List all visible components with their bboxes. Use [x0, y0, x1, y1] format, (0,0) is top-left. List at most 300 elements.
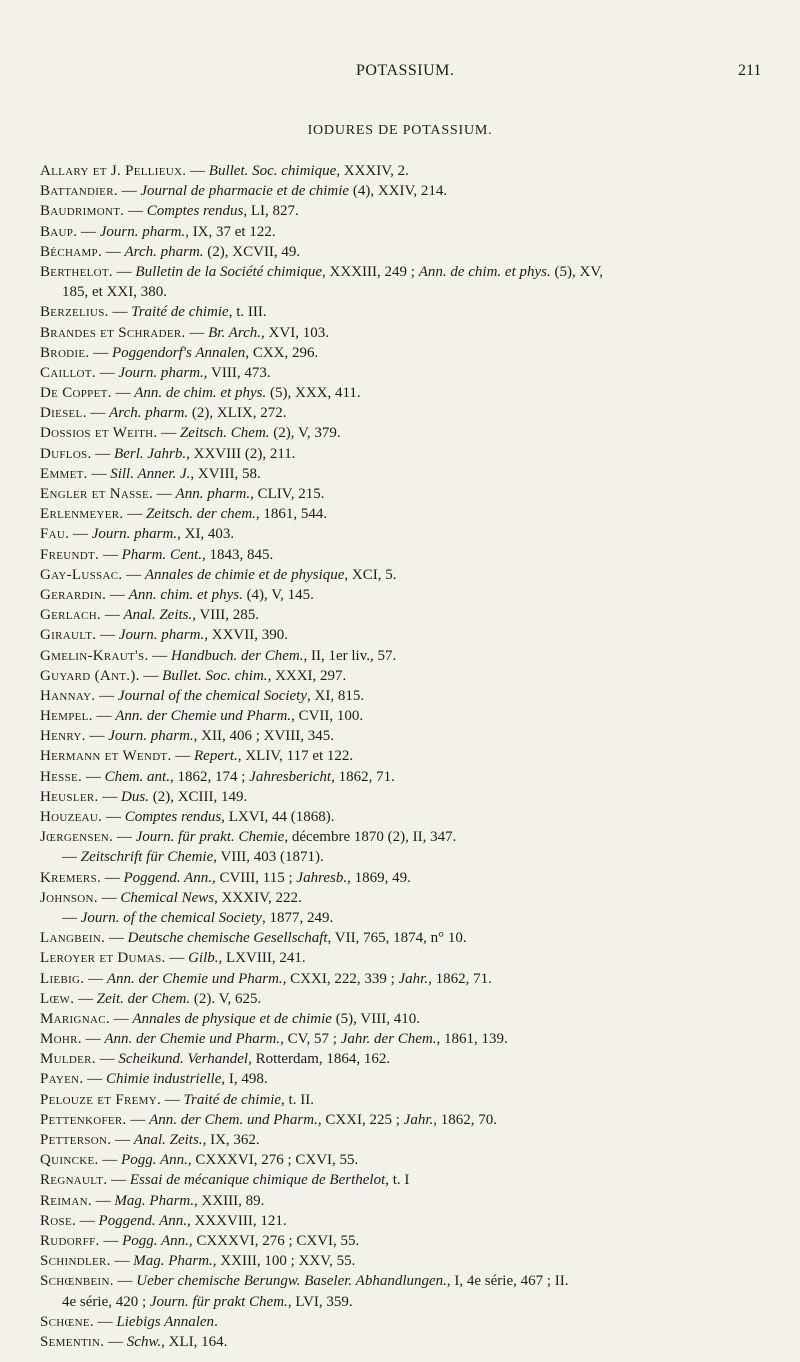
reference-line	[40, 627, 288, 643]
reference-details: , IX, 37 et 122.	[185, 223, 276, 240]
reference-separator: —	[139, 667, 163, 684]
reference-details: (2), XLIX, 272.	[188, 405, 287, 422]
page-number: 211	[738, 62, 762, 79]
reference-line	[40, 748, 353, 764]
reference-details: , CXXI, 222, 339 ;	[282, 970, 399, 987]
reference-details: (5), VIII, 410.	[331, 1010, 420, 1027]
reference-author: Jœrgensen.	[40, 829, 114, 846]
reference-separator: —	[126, 1111, 150, 1128]
reference-entry	[40, 1110, 785, 1130]
reference-author: Mulder.	[40, 1051, 96, 1068]
reference-details: (4), XXIV, 214.	[349, 183, 448, 200]
reference-details-secondary: , 1861, 139.	[436, 1031, 508, 1048]
reference-details: , XII, 406 ; XVIII, 345.	[193, 728, 335, 745]
reference-author: Hesse.	[40, 768, 83, 785]
reference-details: , 1877, 249.	[261, 909, 334, 926]
reference-title: Ann. de chim. et phys.	[134, 385, 267, 402]
reference-details: , I, 498.	[221, 1071, 268, 1088]
reference-separator: —	[111, 385, 135, 402]
reference-title: Mag. Pharm.	[133, 1253, 213, 1270]
reference-separator: —	[89, 344, 112, 361]
reference-entry	[40, 726, 785, 746]
reference-details: , CXX, 296.	[245, 344, 319, 361]
reference-entry	[40, 423, 785, 443]
reference-details: , XI, 815.	[307, 687, 365, 704]
reference-title: Zeit. der Chem.	[96, 990, 191, 1007]
reference-separator: —	[112, 263, 136, 280]
reference-title: Handbuch. der Chem.	[171, 647, 304, 664]
reference-line	[40, 930, 467, 946]
reference-author: Hempel.	[40, 708, 93, 725]
reference-details: (2), XCIII, 149.	[148, 788, 248, 805]
reference-details: , VII, 765, 1874, n° 10.	[327, 930, 467, 947]
reference-details: , CXXXVI, 276 ; CXVI, 55.	[187, 1152, 359, 1169]
reference-author: Marignac.	[40, 1010, 110, 1027]
reference-separator: —	[96, 627, 119, 644]
reference-title-secondary: Jahr. der Chem.	[340, 1031, 437, 1048]
reference-entry	[40, 464, 785, 484]
reference-author: Langbein.	[40, 930, 106, 947]
reference-title: Pharm. Cent.	[121, 546, 203, 563]
reference-entry	[40, 989, 785, 1009]
reference-details: , LXVIII, 241.	[218, 950, 306, 967]
reference-title: Poggend. Ann.	[123, 869, 212, 886]
reference-line	[40, 1031, 508, 1047]
reference-title: Ann. der Chemie und Pharm.	[106, 970, 283, 987]
reference-entry	[40, 1231, 785, 1251]
reference-author: Caillot.	[40, 364, 96, 381]
reference-title: Sill. Anner. J.	[110, 465, 191, 482]
reference-title: Essai de mécanique chimique de Berthelot	[129, 1172, 386, 1189]
reference-details: , t. II.	[281, 1091, 314, 1108]
reference-separator: —	[99, 546, 122, 563]
reference-line	[40, 1011, 420, 1027]
reference-details-secondary: , 1862, 71.	[428, 970, 492, 987]
reference-title: Journ. pharm.	[118, 627, 205, 644]
reference-title: Berl. Jahrb.	[114, 445, 187, 462]
reference-entry	[40, 1251, 785, 1271]
reference-author: Schindler.	[40, 1253, 111, 1270]
reference-separator: —	[97, 889, 121, 906]
reference-author: Freundt.	[40, 546, 100, 563]
reference-details: , XXVIII (2), 211.	[186, 445, 296, 462]
reference-separator: —	[107, 1172, 130, 1189]
reference-details: , CVII, 100.	[291, 708, 364, 725]
reference-title: Traité de chimie	[131, 304, 229, 321]
reference-title: Poggend. Ann.	[98, 1212, 188, 1229]
reference-line	[40, 668, 346, 684]
reference-author: Fau.	[40, 526, 70, 543]
reference-title-secondary: Jahr.	[398, 970, 429, 987]
reference-separator: —	[100, 607, 124, 624]
reference-line	[40, 870, 411, 886]
reference-line	[40, 1233, 359, 1249]
reference-separator: —	[81, 1031, 105, 1048]
reference-line	[40, 244, 300, 260]
reference-separator: —	[91, 1192, 115, 1209]
reference-separator: —	[82, 768, 105, 785]
reference-title: Arch. pharm.	[109, 405, 189, 422]
reference-title: Deutsche chemische Gesellschaft	[127, 930, 328, 947]
reference-entry	[40, 484, 785, 504]
reference-details: , LI, 827.	[243, 203, 299, 220]
reference-author: Houzeau.	[40, 809, 103, 826]
reference-line	[40, 809, 335, 825]
reference-author: Diesel.	[40, 405, 87, 422]
reference-details: , I, 4e série, 467 ; II.	[446, 1273, 569, 1290]
reference-entry	[40, 888, 785, 908]
reference-title: Schw.	[126, 1333, 162, 1350]
reference-separator: —	[186, 163, 209, 179]
reference-title: Pogg. Ann.	[122, 1232, 189, 1249]
reference-details: , 1861, 544.	[255, 506, 328, 523]
reference-separator: —	[85, 728, 109, 745]
reference-details: , CVIII, 115 ;	[211, 869, 297, 886]
reference-title: Ann. der Chemie und Pharm.	[104, 1031, 281, 1048]
reference-continuation-text: 185, et XXI, 380.	[62, 284, 167, 301]
reference-author: Berthelot.	[40, 263, 113, 280]
reference-entry	[40, 646, 785, 666]
reference-line	[40, 1273, 569, 1289]
reference-details: , XXXVIII, 121.	[187, 1212, 287, 1229]
reference-entry	[40, 363, 785, 383]
reference-title: Arch. pharm.	[124, 243, 204, 260]
reference-title: Comptes rendus	[146, 203, 244, 220]
reference-continuation	[40, 1292, 785, 1312]
reference-separator: —	[148, 647, 172, 664]
reference-line	[40, 1193, 264, 1209]
reference-entry	[40, 585, 785, 605]
reference-line	[40, 1314, 218, 1330]
reference-title-secondary: Jahr.	[403, 1111, 434, 1128]
reference-details-secondary: (5), XV,	[550, 263, 603, 280]
reference-details: , 1843, 845.	[202, 546, 274, 563]
reference-separator: —	[101, 869, 124, 886]
reference-title: Ueber chemische Berungw. Baseler. Abhandlungen.	[136, 1273, 447, 1290]
reference-entry	[40, 201, 785, 221]
reference-continuation-title: Journ. für prakt Chem.	[149, 1293, 288, 1310]
reference-title: Chimie industrielle	[105, 1071, 222, 1088]
reference-author: Duflos.	[40, 445, 92, 462]
reference-entry	[40, 545, 785, 565]
reference-continuation-text: 4e série, 420 ;	[62, 1293, 150, 1310]
reference-details: , XVI, 103.	[261, 324, 329, 341]
reference-separator: —	[185, 324, 209, 341]
reference-title: Mag. Pharm.	[114, 1192, 194, 1209]
reference-separator: —	[157, 425, 180, 442]
reference-separator: —	[95, 687, 118, 704]
reference-separator: —	[109, 1010, 133, 1027]
reference-details: , LXVI, 44 (1868).	[221, 809, 335, 826]
reference-title: Chemical News	[120, 889, 215, 906]
reference-line	[40, 345, 318, 361]
reference-title: Journal de pharmacie et de chimie	[140, 183, 350, 200]
reference-details: , XXXIII, 249 ;	[322, 263, 419, 280]
reference-line	[40, 1092, 314, 1108]
reference-title: Annales de chimie et de physique	[144, 566, 345, 583]
reference-line	[40, 425, 341, 441]
reference-title: Traité de chimie	[183, 1091, 282, 1108]
reference-author: Kremers.	[40, 869, 101, 886]
reference-details: , II, 1er liv., 57.	[303, 647, 397, 664]
reference-separator: —	[91, 445, 115, 462]
reference-line	[40, 890, 302, 906]
reference-line	[40, 385, 361, 401]
reference-separator: —	[86, 405, 110, 422]
reference-author: Berzelius.	[40, 304, 109, 321]
reference-author: Erlenmeyer.	[40, 506, 124, 523]
reference-details: , XLIV, 117 et 122.	[237, 748, 354, 765]
reference-title: Ann. pharm.	[175, 486, 251, 503]
reference-entry	[40, 908, 785, 928]
reference-line	[40, 971, 492, 987]
reference-entry	[40, 1069, 785, 1089]
reference-details: , XI, 403.	[177, 526, 235, 543]
reference-separator: —	[110, 1253, 134, 1270]
reference-author: Mohr.	[40, 1031, 82, 1048]
reference-entry	[40, 625, 785, 645]
reference-separator: —	[74, 990, 97, 1007]
reference-entry	[40, 1271, 785, 1311]
reference-author: Dossios et Weith.	[40, 425, 158, 442]
reference-title: Pogg. Ann.	[121, 1152, 188, 1169]
reference-separator: —	[87, 465, 111, 482]
reference-entry	[40, 565, 785, 585]
reference-line	[40, 365, 271, 381]
reference-entry	[40, 847, 785, 867]
reference-title: Zeitsch. der chem.	[145, 506, 256, 523]
reference-line	[40, 567, 397, 583]
reference-details: , IX, 362.	[202, 1132, 260, 1149]
reference-list	[40, 161, 785, 1352]
reference-author: Pelouze et Fremy.	[40, 1091, 162, 1108]
reference-title: Poggendorf's Annalen	[111, 344, 246, 361]
reference-details: (2). V, 625.	[190, 990, 262, 1007]
reference-details: , XXVII, 390.	[204, 627, 288, 644]
reference-author: Petterson.	[40, 1132, 112, 1149]
reference-line	[40, 304, 267, 320]
reference-line	[40, 688, 364, 704]
reference-line	[40, 1132, 260, 1148]
reference-line	[40, 486, 324, 502]
reference-line	[40, 1213, 287, 1229]
reference-entry	[40, 1211, 785, 1231]
reference-line	[40, 950, 306, 966]
reference-entry	[40, 706, 785, 726]
reference-details: , CV, 57 ;	[280, 1031, 341, 1048]
reference-author: Schœne.	[40, 1313, 94, 1330]
reference-title-secondary: Jahresbericht	[249, 768, 332, 785]
reference-title: Anal. Zeits.	[123, 607, 193, 624]
reference-author: Gerlach.	[40, 607, 101, 624]
reference-line	[40, 991, 261, 1007]
reference-details: , XXIII, 100 ; XXV, 55.	[212, 1253, 356, 1270]
reference-title: Repert.	[194, 748, 238, 765]
reference-details: (2), XCVII, 49.	[203, 243, 301, 260]
reference-author: Rose.	[40, 1212, 77, 1229]
reference-title: Anal. Zeits.	[133, 1132, 203, 1149]
reference-details-secondary: , 1862, 71.	[331, 768, 395, 785]
reference-entry	[40, 1332, 785, 1352]
reference-entry	[40, 1090, 785, 1110]
reference-details: , XVIII, 58.	[190, 465, 261, 482]
reference-entry	[40, 242, 785, 262]
reference-author: Schœnbein.	[40, 1273, 114, 1290]
reference-author: Gerardin.	[40, 586, 107, 603]
reference-title: Ann. chim. et phys.	[128, 586, 243, 603]
reference-line	[62, 849, 324, 865]
reference-details: (2), V, 379.	[269, 425, 341, 442]
reference-author: Baup.	[40, 223, 78, 240]
reference-author: Allary et J. Pellieux.	[40, 163, 187, 179]
reference-line	[40, 1253, 355, 1269]
reference-line	[62, 910, 333, 926]
reference-line	[40, 325, 329, 341]
reference-separator: —	[105, 930, 128, 947]
reference-entry	[40, 323, 785, 343]
reference-line	[40, 163, 409, 179]
reference-details: , VIII, 285.	[192, 607, 260, 624]
reference-author: Lœw.	[40, 990, 75, 1007]
reference-separator: —	[123, 506, 146, 523]
reference-author: Quincke.	[40, 1152, 99, 1169]
reference-entry	[40, 605, 785, 625]
reference-author: Battandier.	[40, 183, 118, 200]
reference-author: Reiman.	[40, 1192, 92, 1209]
reference-entry	[40, 161, 785, 181]
reference-details: , VIII, 473.	[203, 364, 271, 381]
reference-separator: —	[113, 829, 136, 846]
reference-continuation	[40, 282, 785, 302]
reference-details: , XXXIV, 2.	[336, 163, 409, 179]
reference-title: Bulletin de la Société chimique	[135, 263, 323, 280]
reference-title: Liebigs Annalen	[116, 1313, 215, 1330]
reference-title: Journ. pharm.	[99, 223, 186, 240]
reference-author: Brandes et Schrader.	[40, 324, 186, 341]
reference-title: Chem. ant.	[104, 768, 170, 785]
reference-separator: —	[122, 566, 145, 583]
reference-details: , décembre 1870 (2), II, 347.	[284, 829, 457, 846]
reference-entry	[40, 262, 785, 302]
reference-line	[40, 506, 327, 522]
reference-author: Brodie.	[40, 344, 90, 361]
reference-entry	[40, 767, 785, 787]
reference-details: , CXXI, 225 ;	[317, 1111, 404, 1128]
reference-author: Payen.	[40, 1071, 84, 1088]
reference-title: Br. Arch.	[208, 324, 262, 341]
reference-author: Gmelin-Kraut's.	[40, 647, 149, 664]
reference-entry	[40, 746, 785, 766]
reference-entry	[40, 504, 785, 524]
reference-details: , XCI, 5.	[344, 566, 397, 583]
reference-title: Journ. für prakt. Chemie	[135, 829, 285, 846]
reference-line	[40, 547, 273, 563]
reference-title: Gilb.	[188, 950, 219, 967]
reference-title: Comptes rendus	[124, 809, 222, 826]
reference-separator: —	[93, 1313, 117, 1330]
reference-details: , t. I	[385, 1172, 410, 1189]
reference-separator: —	[95, 364, 119, 381]
reference-separator: —	[99, 1232, 123, 1249]
reference-line	[40, 1071, 268, 1087]
reference-title: Annales de physique et de chimie	[132, 1010, 332, 1027]
reference-entry	[40, 787, 785, 807]
reference-line	[40, 264, 603, 280]
reference-details: , t. III.	[228, 304, 267, 321]
reference-author: Sementin.	[40, 1333, 105, 1350]
section-title: IODURES DE POTASSIUM.	[307, 123, 493, 138]
reference-continuation-details: , LVI, 359.	[287, 1293, 353, 1310]
reference-separator: —	[62, 849, 81, 866]
reference-separator: —	[108, 304, 132, 321]
reference-entry	[40, 222, 785, 242]
reference-author: Baudrimont.	[40, 203, 125, 220]
reference-title: Zeitschrift für Chemie	[80, 849, 214, 866]
reference-line	[40, 203, 299, 219]
reference-entry	[40, 969, 785, 989]
reference-separator: —	[98, 788, 122, 805]
reference-details: , CXXXVI, 276 ; CXVI, 55.	[188, 1232, 360, 1249]
reference-author: Johnson.	[40, 889, 98, 906]
reference-line	[40, 1172, 409, 1188]
reference-separator: —	[102, 243, 125, 260]
reference-line	[40, 183, 447, 199]
reference-title: Journal of the chemical Society	[117, 687, 308, 704]
reference-author: Guyard (Ant.).	[40, 667, 140, 684]
reference-details: (5), XXX, 411.	[266, 385, 361, 402]
reference-entry	[40, 524, 785, 544]
reference-separator: —	[77, 223, 100, 240]
reference-title: Bullet. Soc. chim.	[162, 667, 268, 684]
reference-line	[40, 769, 395, 785]
reference-separator: —	[95, 1051, 119, 1068]
reference-line	[40, 789, 247, 805]
reference-line	[40, 607, 259, 623]
reference-author: Hermann et Wendt.	[40, 748, 172, 765]
reference-details: , Rotterdam, 1864, 162.	[248, 1051, 391, 1068]
reference-line	[40, 728, 334, 744]
reference-separator: —	[161, 1091, 184, 1108]
reference-author: Pettenkofer.	[40, 1111, 127, 1128]
reference-details-secondary: , 1869, 49.	[347, 869, 411, 886]
running-title: POTASSIUM.	[356, 62, 455, 79]
reference-details: , XXIII, 89.	[193, 1192, 265, 1209]
reference-details: , VIII, 403 (1871).	[213, 849, 324, 866]
reference-author: De Coppet.	[40, 385, 112, 402]
reference-entry	[40, 1130, 785, 1150]
reference-line	[40, 446, 296, 462]
reference-entry	[40, 343, 785, 363]
reference-separator: —	[171, 748, 195, 765]
reference-details: (4), V, 145.	[242, 586, 314, 603]
reference-title: Journ. of the chemical Society	[80, 909, 262, 926]
reference-entry	[40, 1191, 785, 1211]
reference-separator: —	[106, 586, 129, 603]
reference-entry	[40, 1312, 785, 1332]
reference-author: Liebig.	[40, 970, 85, 987]
reference-title: Ann. der Chemie und Pharm.	[115, 708, 292, 725]
reference-title: Zeitsch. Chem.	[179, 425, 270, 442]
reference-details: , XXXI, 297.	[267, 667, 347, 684]
reference-separator: —	[92, 708, 116, 725]
reference-separator: —	[69, 526, 92, 543]
reference-entry	[40, 1170, 785, 1190]
reference-separator: —	[104, 1333, 127, 1350]
reference-line	[40, 1334, 227, 1350]
reference-details-secondary: , 1862, 70.	[433, 1111, 498, 1128]
reference-separator: —	[98, 1152, 122, 1169]
reference-author: Gay-Lussac.	[40, 566, 123, 583]
